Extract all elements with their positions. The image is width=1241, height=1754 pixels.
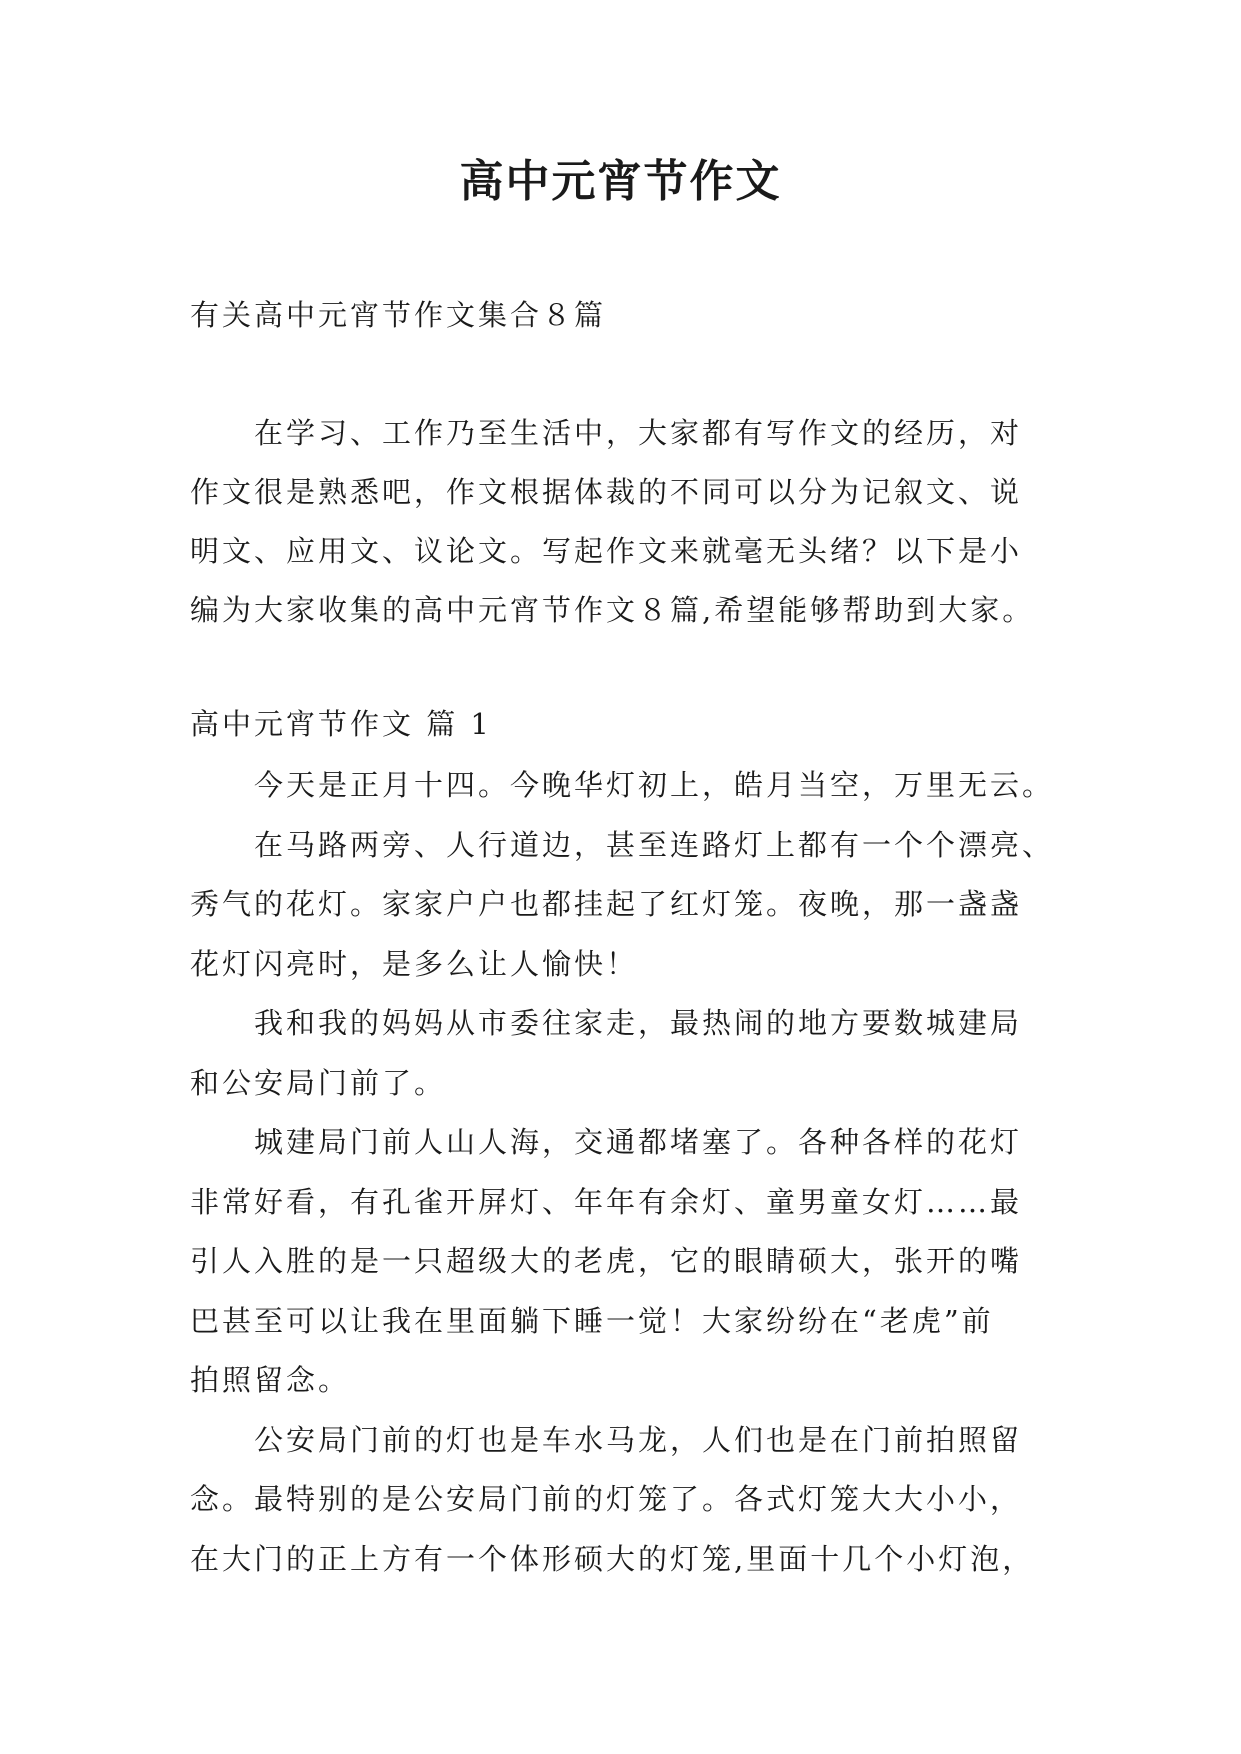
essay-body [190,756,1055,1589]
body-line: 引人入胜的是一只超级大的老虎，它的眼睛硕大，张开的嘴 [190,1244,1023,1278]
body-line: 非常好看，有孔雀开屏灯、年年有余灯、童男童女灯……最 [190,1184,1023,1219]
body-line: 在马路两旁、人行道边，甚至连路灯上都有一个个漂亮、 [254,827,1055,862]
document-title: 高中元宵节作文 [459,156,782,207]
intro-line: 在学习、工作乃至生活中，大家都有写作文的经历，对 [254,416,1023,450]
body-line: 念。最特别的是公安局门前的灯笼了。各式灯笼大大小小， [190,1482,1023,1516]
body-line: 秀气的花灯。家家户户也都挂起了红灯笼。夜晚，那一盏盏 [190,887,1023,921]
intro-line: 明文、应用文、议论文。写起作文来就毫无头绪？以下是小 [190,534,1023,568]
body-line: 今天是正月十四。今晚华灯初上，皓月当空，万里无云。 [254,768,1055,802]
intro-line: 编为大家收集的高中元宵节作文８篇,希望能够帮助到大家。 [190,593,1035,627]
body-line: 和公安局门前了。 [190,1065,447,1100]
body-line: 我和我的妈妈从市委往家走，最热闹的地方要数城建局 [254,1006,1023,1040]
body-line: 城建局门前人山人海，交通都堵塞了。各种各样的花灯 [254,1125,1023,1159]
document-subtitle: 有关高中元宵节作文集合８篇 [190,298,607,332]
body-line: 花灯闪亮时，是多么让人愉快！ [190,946,639,981]
body-line: 在大门的正上方有一个体形硕大的灯笼,里面十几个小灯泡， [190,1541,1035,1576]
body-line: 巴甚至可以让我在里面躺下睡一觉！大家纷纷在“老虎”前 [190,1303,994,1338]
body-line: 拍照留念。 [190,1363,351,1397]
intro-line: 作文很是熟悉吧，作文根据体裁的不同可以分为记叙文、说 [190,475,1023,509]
intro-paragraph [190,404,1050,640]
body-line: 公安局门前的灯也是车水马龙，人们也是在门前拍照留 [254,1422,1023,1457]
section-heading: 高中元宵节作文 篇 1 [190,707,492,741]
